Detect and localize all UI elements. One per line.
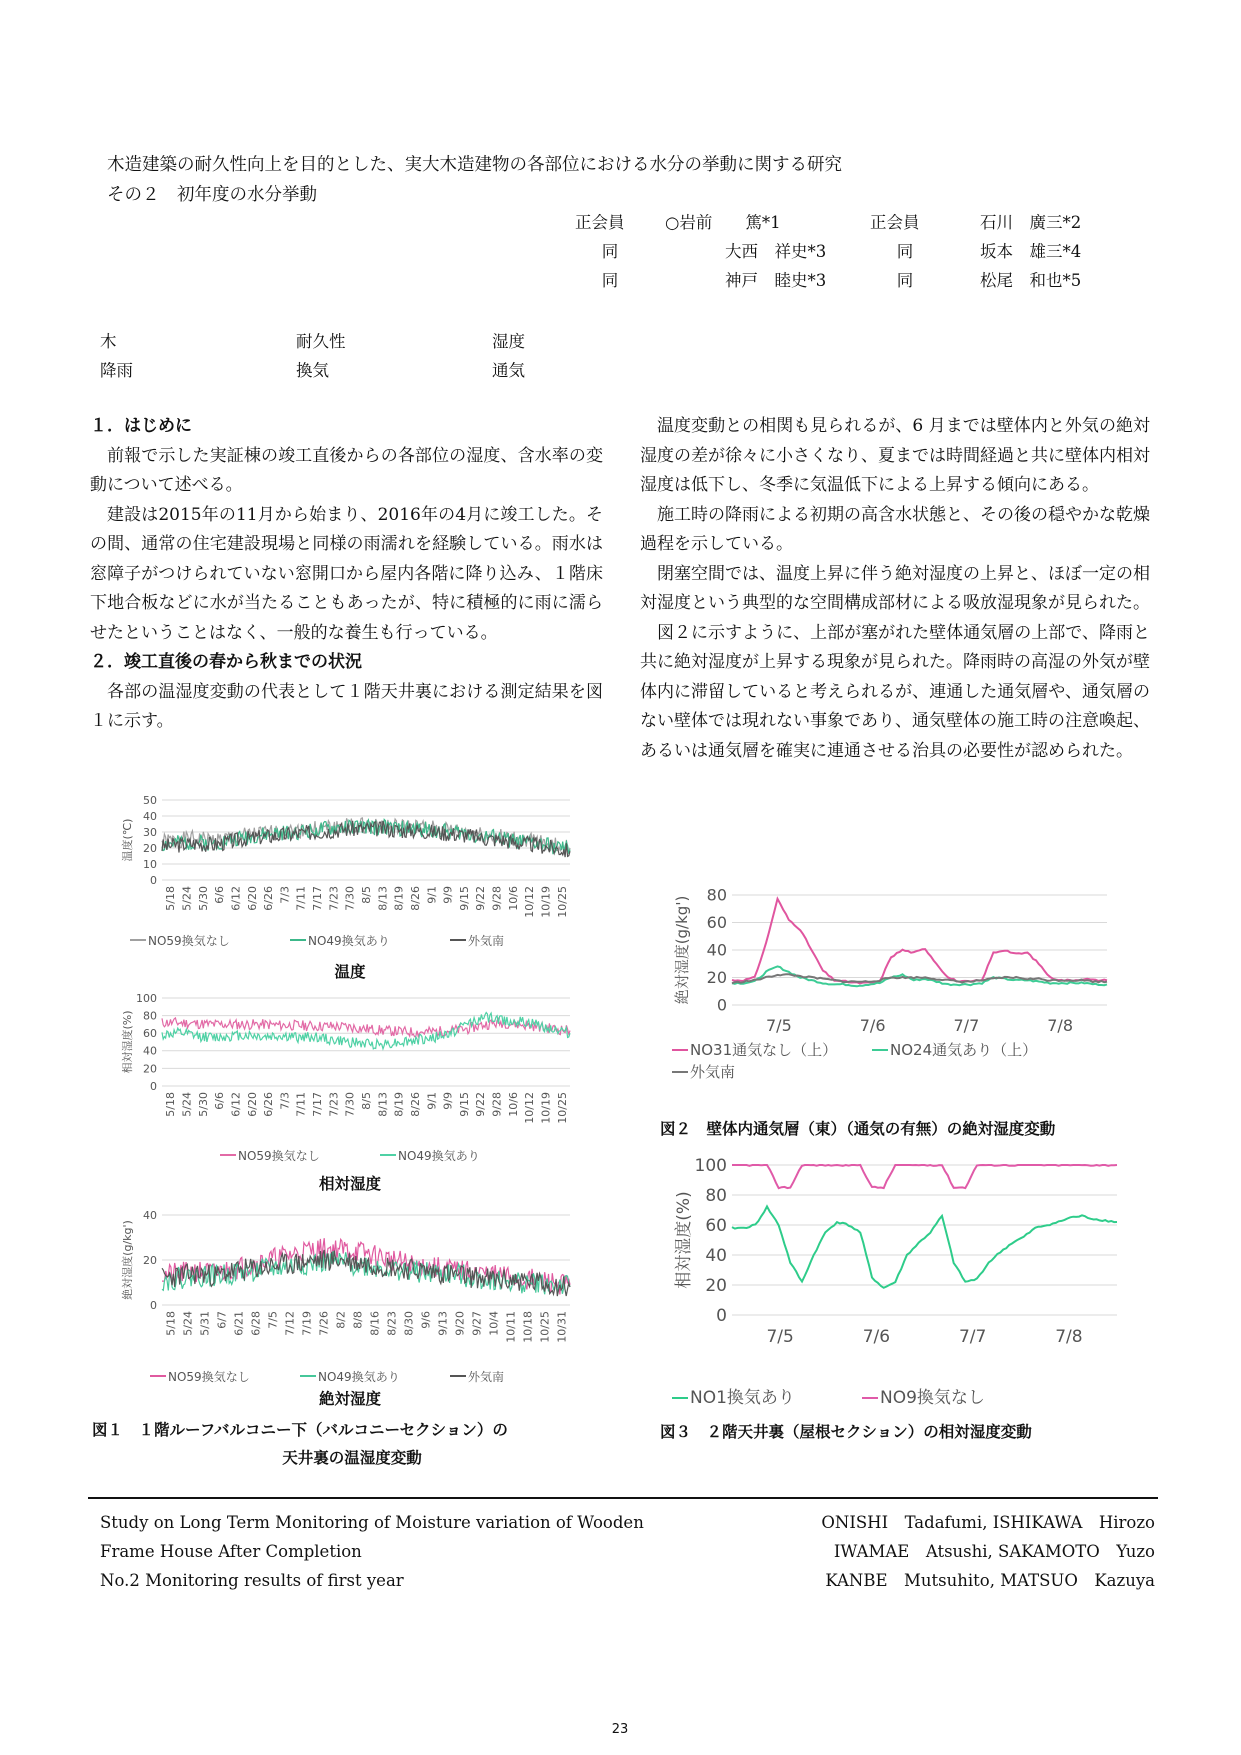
author-role: 同 <box>601 270 619 290</box>
x-tick-label: 7/6 <box>859 1016 886 1035</box>
x-tick-label: 10/12 <box>523 886 537 918</box>
x-tick-label: 9/1 <box>425 886 439 904</box>
paragraph: 前報で示した実証棟の竣工直後からの各部位の湿度、含水率の変動について述べる。 <box>90 445 603 495</box>
right-column <box>640 412 1150 766</box>
paper-title <box>107 150 842 210</box>
x-tick-label: 6/6 <box>213 886 227 904</box>
x-tick-label: 10/6 <box>506 1092 520 1117</box>
x-tick-label: 5/31 <box>198 1311 212 1336</box>
x-tick-label: 9/15 <box>457 1092 471 1117</box>
y-tick-label: 40 <box>706 940 727 960</box>
x-tick-label: 10/18 <box>521 1311 535 1343</box>
x-tick-label: 10/6 <box>506 886 520 911</box>
y-axis-label: 絶対湿度(g/kg') <box>673 895 691 1005</box>
x-tick-label: 9/28 <box>490 1092 504 1117</box>
y-tick-label: 40 <box>705 1245 727 1266</box>
fig1-sub-temp: 温度 <box>334 963 366 981</box>
author-role: 同 <box>896 241 914 261</box>
y-tick-label: 80 <box>143 1009 157 1023</box>
left-column <box>90 412 603 737</box>
x-tick-label: 9/22 <box>474 886 488 911</box>
paper-title-line2: その２ 初年度の水分挙動 <box>107 185 317 205</box>
x-tick-label: 9/9 <box>441 1092 455 1110</box>
x-tick-label: 7/30 <box>343 1092 357 1117</box>
x-tick-label: 9/9 <box>441 886 455 904</box>
x-tick-label: 9/20 <box>453 1311 467 1336</box>
y-tick-label: 20 <box>705 1275 727 1296</box>
y-tick-label: 20 <box>143 1253 157 1267</box>
x-tick-label: 5/24 <box>181 1311 195 1336</box>
legend-label: NO59換気なし <box>148 934 230 948</box>
x-tick-label: 6/12 <box>229 886 243 911</box>
x-tick-label: 8/26 <box>408 886 422 911</box>
author-row <box>575 235 1081 264</box>
keyword: 湿度 <box>492 331 525 351</box>
y-tick-label: 0 <box>150 873 157 887</box>
author-name: 神戸 睦史*3 <box>725 270 827 290</box>
footer-title-line: Frame House After Completion <box>100 1542 362 1561</box>
y-axis-label: 相対湿度(%) <box>121 1010 134 1074</box>
x-tick-label: 9/6 <box>419 1311 433 1329</box>
keyword: 通気 <box>492 360 525 380</box>
x-tick-label: 8/23 <box>385 1311 399 1336</box>
x-tick-label: 10/25 <box>555 886 569 918</box>
x-tick-label: 6/20 <box>245 1092 259 1117</box>
x-tick-label: 8/26 <box>408 1092 422 1117</box>
x-tick-label: 7/5 <box>766 1016 792 1035</box>
author-name: ○岩前 篤*1 <box>665 212 781 232</box>
x-tick-label: 9/15 <box>457 886 471 911</box>
x-tick-label: 8/30 <box>402 1311 416 1336</box>
footer-rule <box>88 1497 1158 1499</box>
keyword: 耐久性 <box>296 331 346 351</box>
footer-author-line: ONISHI Tadafumi, ISHIKAWA Hirozo <box>821 1513 1155 1532</box>
x-tick-label: 6/20 <box>245 886 259 911</box>
x-tick-label: 9/28 <box>490 886 504 911</box>
y-tick-label: 0 <box>150 1079 157 1093</box>
author-name: 坂本 雄三*4 <box>980 241 1082 261</box>
paragraph: 図２に示すように、上部が塞がれた壁体通気層の上部で、降雨と共に絶対湿度が上昇する現象が見られた。降雨時の高湿の外気が壁体内に滞留していると考えられるが、連通した通気層や、通気層のない壁体では現れない事象であり、通気壁体の施工時の注意喚起、あるいは通気層を確実に連通させる治具の必要性が認められた。 <box>640 622 1150 761</box>
x-tick-label: 6/28 <box>249 1311 263 1336</box>
x-tick-label: 5/30 <box>196 886 210 911</box>
y-tick-label: 80 <box>706 885 727 905</box>
x-tick-label: 8/19 <box>392 1092 406 1117</box>
y-axis-label: 相対湿度(%) <box>674 1191 694 1289</box>
x-tick-label: 6/6 <box>213 1092 227 1110</box>
legend-label: NO49換気あり <box>308 934 390 948</box>
y-tick-label: 40 <box>143 1044 157 1058</box>
legend-label: 外気南 <box>468 1370 505 1384</box>
y-tick-label: 20 <box>143 841 157 855</box>
x-tick-label: 7/17 <box>311 1092 325 1117</box>
x-tick-label: 10/19 <box>539 886 553 918</box>
legend-label: NO1換気あり <box>690 1388 795 1408</box>
x-tick-label: 7/6 <box>862 1327 891 1347</box>
x-tick-label: 7/7 <box>958 1327 987 1347</box>
x-tick-label: 7/19 <box>300 1311 314 1336</box>
keyword-block <box>100 325 525 383</box>
chart-fig2-wall-ah <box>672 885 1122 1100</box>
x-tick-label: 7/11 <box>294 886 308 911</box>
legend-label: NO31通気なし（上） <box>690 1041 838 1059</box>
y-tick-label: 100 <box>136 991 157 1005</box>
series-line-1 <box>732 1206 1117 1287</box>
series-line-3 <box>732 974 1107 983</box>
legend-label: NO49換気あり <box>398 1149 480 1163</box>
x-tick-label: 9/22 <box>474 1092 488 1117</box>
x-tick-label: 6/7 <box>215 1311 229 1329</box>
author-name: 大西 祥史*3 <box>725 241 827 261</box>
fig1-caption <box>92 1416 612 1472</box>
chart-fig1b-rh <box>120 988 580 1168</box>
keyword-row <box>100 325 525 354</box>
fig1-sub-rh: 相対湿度 <box>318 1175 381 1193</box>
x-tick-label: 10/11 <box>504 1311 518 1343</box>
y-tick-label: 0 <box>716 995 727 1015</box>
x-tick-label: 10/25 <box>555 1092 569 1124</box>
chart-fig3-attic-rh <box>672 1155 1132 1415</box>
x-tick-label: 7/12 <box>283 1311 297 1336</box>
y-tick-label: 60 <box>706 913 727 933</box>
y-tick-label: 60 <box>143 1027 157 1041</box>
x-tick-label: 7/5 <box>266 1311 280 1329</box>
footer-author-line: KANBE Mutsuhito, MATSUO Kazuya <box>825 1571 1155 1590</box>
x-tick-label: 7/3 <box>278 1092 292 1110</box>
author-role: 同 <box>896 270 914 290</box>
paragraph: 建設は2015年の11月から始まり、2016年の4月に竣工した。その間、通常の住宅建設現場と同様の雨濡れを経験している。雨水は窓障子がつけられていない窓開口から屋内各階に降り込み、１階床下地合板などに水が当たることもあったが、特に積極的に雨に濡らせたということはなく、一般的な養生も行っている。 <box>90 504 603 643</box>
legend-label: NO59換気なし <box>168 1370 250 1384</box>
series-line-1 <box>162 1018 570 1037</box>
x-tick-label: 8/16 <box>368 1311 382 1336</box>
x-tick-label: 9/1 <box>425 1092 439 1110</box>
x-tick-label: 8/5 <box>360 1092 373 1110</box>
footer-english-title <box>100 1508 644 1595</box>
x-tick-label: 5/18 <box>164 886 178 911</box>
x-tick-label: 10/12 <box>523 1092 537 1124</box>
keyword: 降雨 <box>100 360 133 380</box>
x-tick-label: 8/13 <box>376 886 390 911</box>
y-tick-label: 0 <box>150 1298 157 1312</box>
x-tick-label: 5/24 <box>180 886 194 911</box>
x-tick-label: 7/7 <box>953 1016 980 1035</box>
x-tick-label: 6/12 <box>229 1092 243 1117</box>
author-row <box>575 264 1081 293</box>
legend-label: NO9換気なし <box>880 1388 985 1408</box>
x-tick-label: 8/2 <box>334 1311 348 1329</box>
y-tick-label: 30 <box>143 825 157 839</box>
paper-title-line1: 木造建築の耐久性向上を目的とした、実大木造建物の各部位における水分の挙動に関する研究 <box>107 155 842 175</box>
y-tick-label: 20 <box>706 968 727 988</box>
x-tick-label: 7/5 <box>766 1327 794 1347</box>
x-tick-label: 8/19 <box>392 886 406 911</box>
author-role: 正会員 <box>870 212 920 232</box>
y-tick-label: 20 <box>143 1062 157 1076</box>
x-tick-label: 8/8 <box>351 1311 365 1329</box>
chart-fig1a-temperature <box>120 790 580 960</box>
series-line-2 <box>732 1165 1117 1188</box>
x-tick-label: 7/30 <box>343 886 357 911</box>
fig2-caption: 図２ 壁体内通気層（東）（通気の有無）の絶対湿度変動 <box>660 1120 1056 1138</box>
author-role: 正会員 <box>575 212 625 232</box>
x-tick-label: 7/3 <box>278 886 292 904</box>
x-tick-label: 10/31 <box>555 1311 569 1343</box>
y-tick-label: 10 <box>143 857 157 871</box>
x-tick-label: 6/26 <box>262 1092 276 1117</box>
x-tick-label: 5/18 <box>164 1311 178 1336</box>
legend-label: NO24通気あり（上） <box>890 1041 1038 1059</box>
legend-label: 外気南 <box>468 934 505 948</box>
x-tick-label: 9/27 <box>470 1311 484 1336</box>
x-tick-label: 7/11 <box>294 1092 308 1117</box>
legend-label: NO59換気なし <box>238 1149 320 1163</box>
page-number: 23 <box>611 1722 629 1737</box>
paragraph: 温度変動との相関も見られるが、6 月までは壁体内と外気の絶対湿度の差が徐々に小さくなり、夏までは時間経過と共に壁体内相対湿度は低下し、冬季に気温低下による上昇する傾向にある。 <box>640 416 1150 495</box>
y-tick-label: 0 <box>716 1305 727 1326</box>
footer-title-line: No.2 Monitoring results of first year <box>100 1571 404 1590</box>
paragraph: 閉塞空間では、温度上昇に伴う絶対湿度の上昇と、ほぼ一定の相対湿度という典型的な空間構成部材による吸放湿現象が見られた。 <box>640 563 1150 613</box>
y-tick-label: 40 <box>143 1208 157 1222</box>
x-tick-label: 7/17 <box>311 886 325 911</box>
x-tick-label: 5/30 <box>196 1092 210 1117</box>
x-tick-label: 7/23 <box>327 1092 341 1117</box>
author-list <box>575 206 1081 293</box>
chart-fig1c-ah <box>120 1205 580 1387</box>
legend-label: NO49換気あり <box>318 1370 400 1384</box>
footer-title-line: Study on Long Term Monitoring of Moisture variation of Wooden <box>100 1513 644 1532</box>
x-tick-label: 10/4 <box>487 1311 501 1336</box>
author-role: 同 <box>601 241 619 261</box>
x-tick-label: 6/26 <box>262 886 276 911</box>
fig1-caption-line2: 天井裏の温湿度変動 <box>282 1449 422 1467</box>
keyword: 木 <box>100 331 117 351</box>
footer-english-authors <box>821 1508 1155 1595</box>
x-tick-label: 10/19 <box>539 1092 553 1124</box>
y-axis-label: 絶対湿度(g/kg') <box>121 1220 134 1300</box>
x-tick-label: 10/25 <box>538 1311 552 1343</box>
x-tick-label: 8/5 <box>360 886 373 904</box>
section-heading-status: ２．竣工直後の春から秋までの状況 <box>90 652 362 672</box>
x-tick-label: 7/8 <box>1047 1016 1073 1035</box>
x-tick-label: 7/26 <box>317 1311 331 1336</box>
keyword: 換気 <box>296 360 329 380</box>
x-tick-label: 8/13 <box>376 1092 390 1117</box>
legend-label: 外気南 <box>690 1063 736 1081</box>
fig1-sub-ah: 絶対湿度 <box>318 1390 381 1408</box>
section-heading-intro: １．はじめに <box>90 416 192 436</box>
author-name: 石川 廣三*2 <box>980 212 1082 232</box>
keyword-row <box>100 354 525 383</box>
paragraph: 各部の温湿度変動の代表として１階天井裏における測定結果を図１に示す。 <box>90 681 603 731</box>
fig1-caption-line1: 図１ １階ルーフバルコニー下（バルコニーセクション）の <box>92 1421 508 1439</box>
x-tick-label: 9/13 <box>436 1311 450 1336</box>
y-tick-label: 100 <box>694 1155 727 1176</box>
y-axis-label: 温度(℃) <box>121 818 134 862</box>
author-name: 松尾 和也*5 <box>980 270 1082 290</box>
paragraph: 施工時の降雨による初期の高含水状態と、その後の穏やかな乾燥過程を示している。 <box>640 504 1150 554</box>
footer-author-line: IWAMAE Atsushi, SAKAMOTO Yuzo <box>833 1542 1155 1561</box>
x-tick-label: 5/24 <box>180 1092 194 1117</box>
author-row <box>575 206 1081 235</box>
y-tick-label: 60 <box>705 1215 727 1236</box>
x-tick-label: 5/18 <box>164 1092 178 1117</box>
y-tick-label: 80 <box>705 1185 727 1206</box>
y-tick-label: 40 <box>143 809 157 823</box>
x-tick-label: 7/23 <box>327 886 341 911</box>
x-tick-label: 6/21 <box>232 1311 246 1336</box>
y-tick-label: 50 <box>143 793 157 807</box>
fig3-caption: 図３ ２階天井裏（屋根セクション）の相対湿度変動 <box>660 1423 1032 1441</box>
x-tick-label: 7/8 <box>1055 1327 1083 1347</box>
